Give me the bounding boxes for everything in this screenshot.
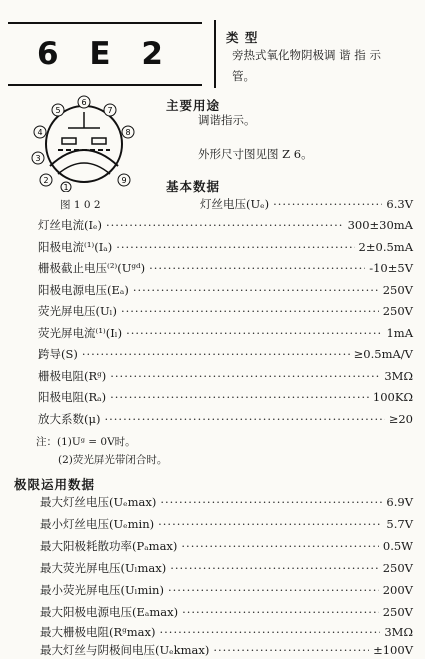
basic-row-label: 阳极电阻(Rₐ): [38, 390, 107, 404]
type-header: 类 型: [226, 30, 259, 45]
basic-data-header: 基本数据: [166, 179, 221, 194]
basic-row: [38, 239, 413, 255]
basic-row-value: 300±30mA: [347, 218, 413, 232]
basic-row: [200, 196, 413, 212]
note-1: 注：(1)Uᵍ = 0V时。: [36, 436, 136, 448]
pin-3-label: 3: [35, 154, 41, 163]
cathode-arc: [58, 163, 110, 174]
limit-row-label: 最大灯丝电压(Uₑmax): [40, 495, 157, 509]
limit-row-label: 最大荧光屏电压(Uₗmax): [40, 561, 167, 575]
basic-row-label: 栅极电阻(Rᵍ): [38, 369, 107, 383]
main-use-header: 主要用途: [166, 98, 221, 113]
basic-row-label: 放大系数(μ): [38, 412, 101, 426]
anode-plate-left: [62, 138, 76, 144]
basic-row-label: 荧光屏电压(Uₗ): [38, 304, 117, 318]
limit-row: [40, 604, 413, 620]
dimension-text: 外形尺寸图见图 Z 6。: [198, 147, 313, 161]
basic-row: [38, 368, 413, 384]
limit-row-value: 0.5W: [382, 539, 413, 553]
divider-line: [214, 20, 216, 88]
limit-row-value: ±100V: [373, 643, 413, 657]
note-2: (2)荧光屏光带闭合时。: [58, 454, 168, 466]
type-desc-line1: 旁热式氧化物阴极调 谐 指 示: [232, 48, 381, 62]
limit-row-label: 最大阳极电源电压(Eₐmax): [40, 605, 179, 619]
type-desc-line2: 管。: [232, 69, 255, 83]
basic-row: [38, 282, 413, 298]
basic-row-value: 250V: [382, 304, 413, 318]
limit-row-label: 最小灯丝电压(Uₑmin): [40, 517, 155, 531]
limit-data-header: 极限运用数据: [14, 477, 96, 492]
basic-row: [38, 411, 413, 427]
limit-row-value: 5.7V: [386, 517, 413, 531]
basic-row: [38, 217, 413, 233]
basic-row-label: 阳极电源电压(Eₐ): [38, 283, 129, 297]
basic-row: [38, 260, 413, 276]
basic-row-label: 阳极电流⁽¹⁾(Iₐ): [38, 240, 113, 254]
main-use-text: 调谐指示。: [198, 113, 256, 127]
limit-row: [40, 494, 413, 510]
basic-row: [38, 389, 413, 405]
model-box: [8, 22, 202, 86]
pin-9-label: 9: [121, 176, 127, 185]
limit-row-value: 250V: [382, 561, 413, 575]
basic-row-value: ≥0.5mA/V: [353, 347, 413, 361]
pin-8-label: 8: [125, 128, 131, 137]
limit-row-value: 200V: [382, 583, 413, 597]
limit-row-value: 250V: [382, 605, 413, 619]
basic-row-value: 2±0.5mA: [358, 240, 413, 254]
limit-row-label: 最大灯丝与阴极间电压(Uₑkmax): [40, 643, 210, 657]
pin-7-label: 7: [107, 106, 113, 115]
basic-row: [38, 346, 413, 362]
basic-row-label: 跨导(S): [38, 347, 78, 361]
limit-row-label: 最大阳极耗散功率(Pₐmax): [40, 539, 178, 553]
limit-row: [40, 642, 413, 658]
anode-plate-right: [92, 138, 106, 144]
basic-row-label: 灯丝电流(Iₑ): [38, 218, 102, 232]
basic-row-label: 灯丝电压(Uₑ): [200, 197, 270, 211]
figure-caption: 图 1 0 2: [60, 199, 101, 211]
basic-row-value: 3MΩ: [384, 369, 413, 383]
limit-row: [40, 582, 413, 598]
basic-row-value: -10±5V: [369, 261, 413, 275]
pin-5-label: 5: [55, 106, 61, 115]
limit-row-value: 6.9V: [386, 495, 413, 509]
basic-row-label: 荧光屏电流⁽¹⁾(Iₗ): [38, 326, 123, 340]
limit-row: [40, 538, 413, 554]
limit-row-label: 最大栅极电阻(Rᵍmax): [40, 625, 156, 639]
tube-socket-diagram: [28, 92, 140, 192]
limit-row: [40, 624, 413, 640]
basic-row-label: 栅极截止电压⁽²⁾(Uᵍᵈ): [38, 261, 146, 275]
limit-row-value: 3MΩ: [384, 625, 413, 639]
basic-row-value: 6.3V: [386, 197, 413, 211]
limit-row: [40, 516, 413, 532]
limit-row: [40, 560, 413, 576]
pin-6-label: 6: [81, 98, 87, 107]
model-number: 6 E 2: [37, 36, 173, 72]
limit-row-label: 最小荧光屏电压(Uₗmin): [40, 583, 164, 597]
basic-row: [38, 325, 413, 341]
basic-row: [38, 303, 413, 319]
pin-4-label: 4: [37, 128, 43, 137]
pin-1-label: 1: [63, 183, 69, 192]
basic-row-value: 1mA: [386, 326, 413, 340]
basic-row-value: ≥20: [388, 412, 413, 426]
basic-row-value: 250V: [382, 283, 413, 297]
pin-2-label: 2: [43, 176, 49, 185]
basic-row-value: 100KΩ: [372, 390, 413, 404]
